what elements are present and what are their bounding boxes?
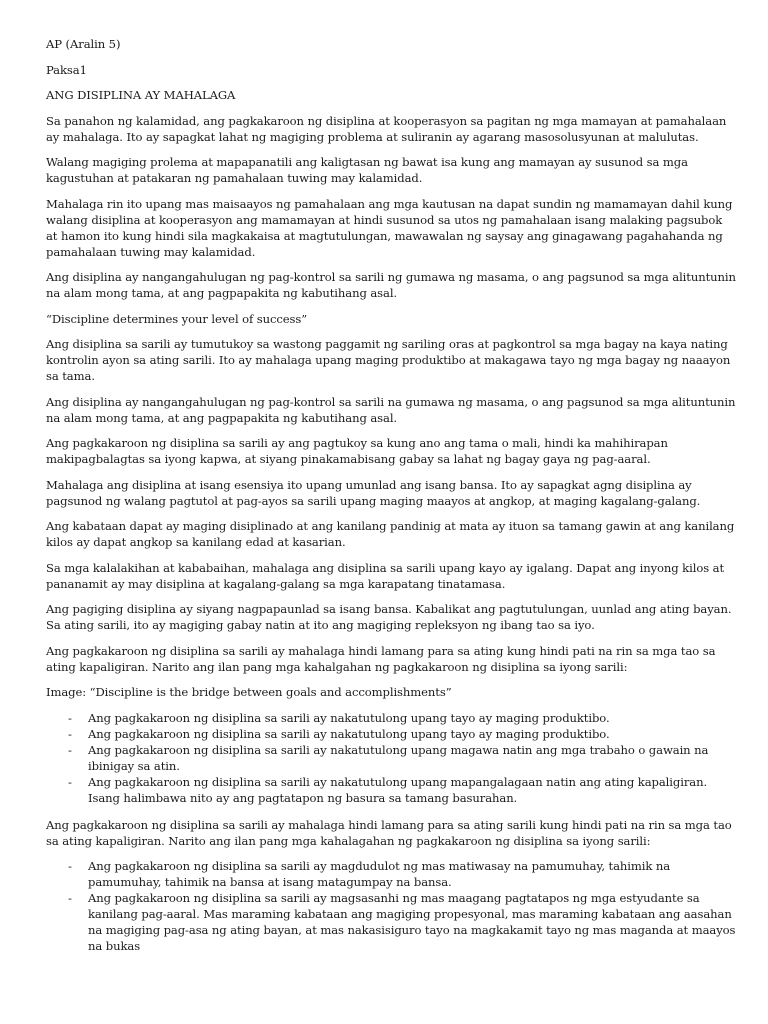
paragraph: Ang pagkakaroon ng disiplina sa sarili ay mahalaga hindi lamang para sa ating sarili kung hindi pati na rin sa mga tao sa ating kapaligiran. Narito ang ilan pang mga kahalagahan ng pagkakaroon ng disiplina sa iyong sarili: <box>46 817 732 848</box>
document-title: ANG DISIPLINA AY MAHALAGA <box>46 88 236 102</box>
bullet-list <box>46 710 736 806</box>
paragraph: Mahalaga rin ito upang mas maisaayos ng pamahalaan ang mga kautusan na dapat sundin ng mamamayan dahil kung walang disiplina at kooperasyon ang mamamayan at hindi susunod sa utos ng pamahalaan isang malaking pagsubok at hamon ito kung hindi sila magkakaisa at magtutulungan, mawawalan ng saysay ang ginagawang pagahahanda ng pamahalaan tuwing may kalamidad. <box>46 196 733 259</box>
list-item: - Ang pagkakaroon ng disiplina sa sarili ay nakatutulong upang tayo ay maging produktibo. <box>46 726 736 742</box>
paragraph: Mahalaga ang disiplina at isang esensiya ito upang umunlad ang isang bansa. Ito ay sapagkat agng disiplina ay pagsunod ng walang pagtutol at pag-ayos sa sarili upang maging maayos at angkop, at maging kagalang-galang. <box>46 477 701 508</box>
list-item: - Ang pagkakaroon ng disiplina sa sarili ay magdudulot ng mas matiwasay na pamumuhay, tahimik na pamumuhay, tahimik na bansa at isang matagumpay na bansa. <box>46 858 736 890</box>
list-item: - Ang pagkakaroon ng disiplina sa sarili ay nakatutulong upang mapangalagaan natin ang ating kapaligiran. Isang halimbawa nito ay ang pagtatapon ng basura sa tamang basurahan. <box>46 774 736 806</box>
paragraph: Sa panahon ng kalamidad, ang pagkakaroon ng disiplina at kooperasyon sa pagitan ng mga mamayan at pamahalaan ay mahalaga. Ito ay sapagkat lahat ng magiging problema at suliranin ay agarang masosolusyunan at malulutas. <box>46 113 727 144</box>
paragraph: Ang disiplina ay nangangahulugan ng pag-kontrol sa sarili na gumawa ng masama, o ang pagsunod sa mga alituntunin na alam mong tama, at ang pagpapakita ng kabutihang asal. <box>46 394 736 425</box>
list-item: - Ang pagkakaroon ng disiplina sa sarili ay nakatutulong upang magawa natin ang mga trabaho o gawain na ibinigay sa atin. <box>46 742 736 774</box>
course-label: AP (Aralin 5) <box>46 37 121 51</box>
paragraph: Walang magiging prolema at mapapanatili ang kaligtasan ng bawat isa kung ang mamayan ay susunod sa mga kagustuhan at patakaran ng pamahalaan tuwing may kalamidad. <box>46 155 688 185</box>
document-page <box>46 36 736 964</box>
paragraph: Sa mga kalalakihan at kababaihan, mahalaga ang disiplina sa sarili upang kayo ay igalang. Dapat ang inyong kilos at pananamit ay may disiplina at kagalang-galang sa mga karapatang tinatamasa. <box>46 560 725 591</box>
paragraph: Ang disiplina sa sarili ay tumutukoy sa wastong paggamit ng sariling oras at pagkontrol sa mga bagay na kaya nating kontrolin ayon sa ating sarili. Ito ay mahalaga upang maging produktibo at makagawa tayo ng mga bagay ng naaayon sa tama. <box>46 337 731 383</box>
paragraph: Ang pagiging disiplina ay siyang nagpapaunlad sa isang bansa. Kabalikat ang pagtutulungan, uunlad ang ating bayan. Sa ating sarili, ito ay magiging gabay natin at ito ang magiging repleksyon ng ibang tao sa iyo. <box>46 602 732 632</box>
bullet-list <box>46 858 736 954</box>
list-item: - Ang pagkakaroon ng disiplina sa sarili ay magsasanhi ng mas maagang pagtatapos ng mga estyudante sa kanilang pag-aaral. Mas maraming kabataan ang magiging propesyonal, mas maraming kabataan ang aasahan na magiging pag-asa ng ating bayan, at mas nakasisiguro tayo na magkakamit tayo ng mas maganda at maayos na bukas <box>46 890 736 954</box>
list-item: - Ang pagkakaroon ng disiplina sa sarili ay nakatutulong upang tayo ay maging produktibo. <box>46 710 736 726</box>
topic-label: Paksa1 <box>46 62 87 77</box>
paragraph: Ang kabataan dapat ay maging disiplinado at ang kanilang pandinig at mata ay ituon sa tamang gawin at ang kanilang kilos ay dapat angkop sa kanilang edad at kasarian. <box>46 519 735 549</box>
paragraph: Ang disiplina ay nangangahulugan ng pag-kontrol sa sarili ng gumawa ng masama, o ang pagsunod sa mga alituntunin na alam mong tama, at ang pagpapakita ng kabutihang asal. <box>46 270 736 300</box>
paragraph: Ang pagkakaroon ng disiplina sa sarili ay ang pagtukoy sa kung ano ang tama o mali, hindi ka mahihirapan makipagbalagtas sa iyong kapwa, at siyang pinakamabisang gabay sa lahat ng bagay gaya ng pag-aaral. <box>46 436 668 466</box>
paragraph: Ang pagkakaroon ng disiplina sa sarili ay mahalaga hindi lamang para sa ating kung hindi pati na rin sa mga tao sa ating kapaligiran. Narito ang ilan pang mga kahalgahan ng pagkakaroon ng disiplina sa iyong sarili: <box>46 643 716 674</box>
quote: “Discipline determines your level of success” <box>46 311 308 326</box>
image-caption: Image: “Discipline is the bridge between goals and accomplishments” <box>46 685 452 699</box>
